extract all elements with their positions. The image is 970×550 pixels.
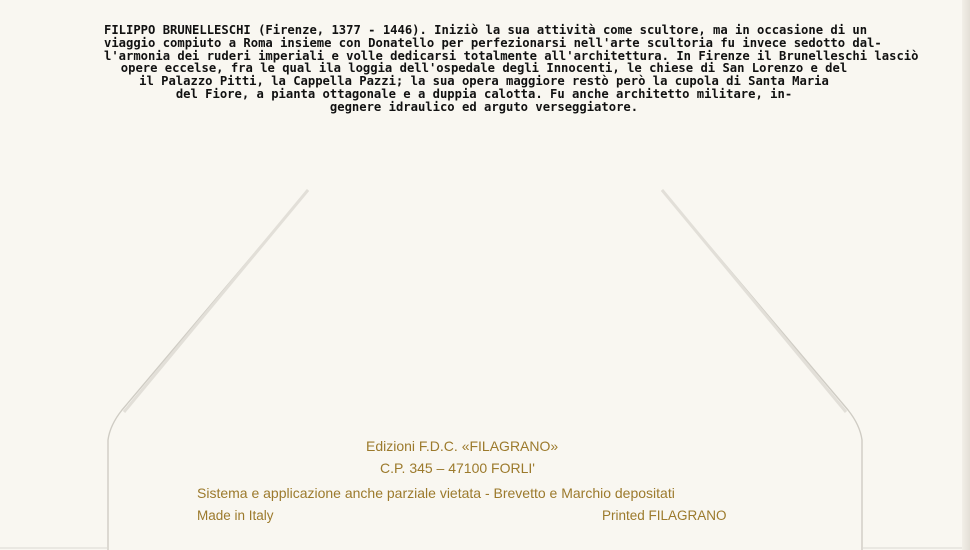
publisher-name: Edizioni F.D.C. «FILAGRANO» <box>366 438 559 454</box>
biography-line: l'armonia dei ruderi imperiali e volle dedicarsi totalmente all'architettura. In Firenze il Brunelleschi lasciò <box>104 48 919 63</box>
flap-fold-right <box>662 190 862 550</box>
flap-edge-left <box>124 190 308 412</box>
envelope-right-edge <box>962 0 970 550</box>
biography-line: del Fiore, a pianta ottagonale e a duppia calotta. Fu anche architetto militare, in- <box>175 86 793 101</box>
biography-line: FILIPPO BRUNELLESCHI (Firenze, 1377 - 1446). Iniziò la sua attività come scultore, ma in occasione di un <box>104 23 868 37</box>
biography-line: viaggio compiuto a Roma insieme con Donatello per perfezionarsi nell'arte scultoria fu invece sedotto dal- <box>104 35 882 50</box>
biography-line: opere eccelse, fra le qual ila loggia dell'ospedale degli Innocenti, le chiese di San Lorenzo e del <box>120 61 848 76</box>
made-in-italy: Made in Italy <box>197 508 274 523</box>
printed-by: Printed FILAGRANO <box>602 508 727 523</box>
biography-line: gegnere idraulico ed arguto verseggiatore. <box>329 99 639 114</box>
biography-line: il Palazzo Pitti, la Cappella Pazzi; la sua opera maggiore restò però la cupola di Santa Maria <box>139 74 829 89</box>
flap-edge-right <box>662 190 846 412</box>
brunelleschi-biography <box>104 23 919 114</box>
patent-notice: Sistema e applicazione anche parziale vietata - Brevetto e Marchio depositati <box>197 485 675 501</box>
publisher-address: C.P. 345 – 47100 FORLI' <box>380 460 535 476</box>
